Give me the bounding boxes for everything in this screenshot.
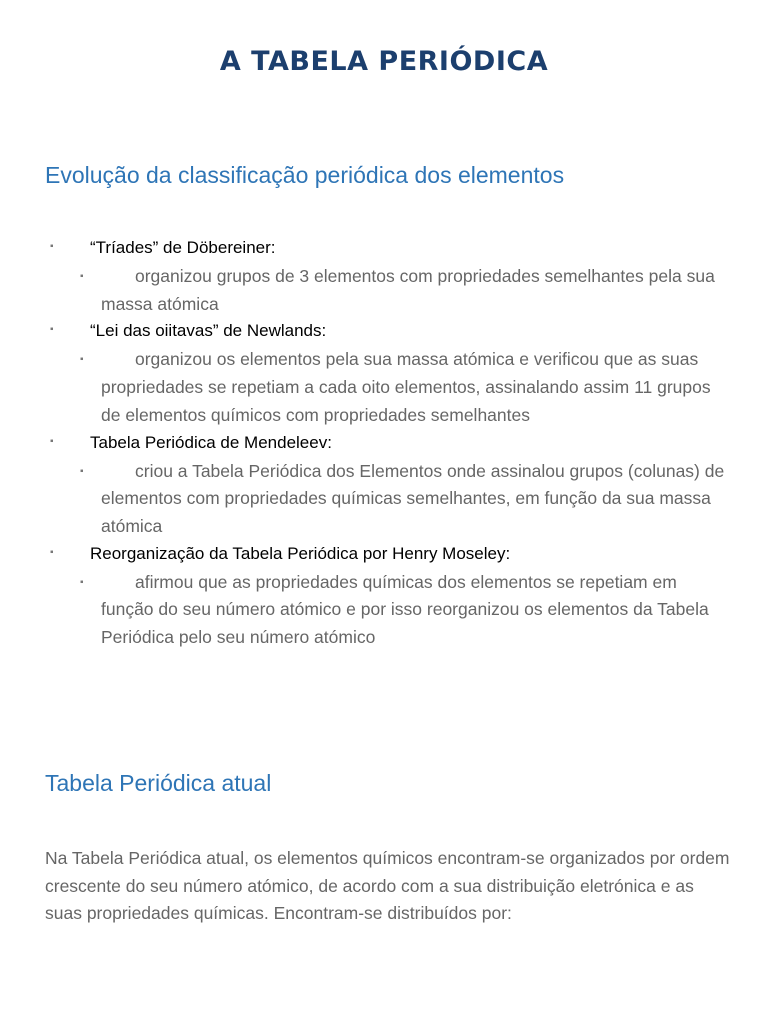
sub-bullet-icon: ▪: [80, 354, 84, 366]
evolution-list: [0, 235, 768, 652]
sub-bullet-icon: ▪: [80, 271, 84, 282]
bullet-icon: ▪: [50, 324, 54, 336]
item-description: criou a Tabela Periódica dos Elementos onde assinalou grupos (colunas) de elementos com propriedades químicas semelhantes, em função da sua massa atómica: [101, 460, 725, 536]
item-title: Tabela Periódica de Mendeleev:: [90, 432, 332, 452]
bullet-icon: ▪: [50, 435, 54, 447]
list-item: [0, 318, 768, 429]
document-title: A TABELA PERIÓDICA: [219, 46, 549, 77]
item-title: “Tríades” de Döbereiner:: [90, 238, 276, 257]
bullet-icon: ▪: [50, 546, 54, 558]
sub-item: [0, 569, 733, 652]
sub-item: [0, 458, 733, 541]
list-item: [0, 541, 768, 652]
item-description: afirmou que as propriedades químicas dos elementos se repetiam em função do seu número atómico e por isso reorganizou os elementos da Tabela Periódica pelo seu número atómico: [101, 571, 709, 648]
sub-bullet-icon: ▪: [80, 465, 84, 477]
item-description: organizou grupos de 3 elementos com propriedades semelhantes pela sua massa atómica: [101, 266, 715, 314]
section-heading-evolucao: Evolução da classificação periódica dos elementos: [45, 162, 565, 188]
item-description: organizou os elementos pela sua massa atómica e verificou que as suas propriedades se repetiam a cada oito elementos, assinalando assim 11 grupos de elementos químicos com propriedades semelhantes: [101, 349, 711, 425]
sub-item: [0, 263, 733, 318]
sub-bullet-icon: ▪: [80, 576, 84, 588]
bullet-icon: ▪: [50, 241, 54, 252]
list-item: [0, 235, 768, 318]
list-item: [0, 430, 768, 541]
section-heading-atual: Tabela Periódica atual: [45, 770, 272, 796]
item-title: “Lei das oiitavas” de Newlands:: [90, 321, 327, 341]
item-title: Reorganização da Tabela Periódica por Henry Moseley:: [90, 543, 511, 563]
sub-item: [0, 346, 733, 429]
intro-paragraph: Na Tabela Periódica atual, os elementos químicos encontram-se organizados por ordem crescente do seu número atómico, de acordo com a sua distribuição eletrónica e as suas propriedades químicas. Encontram-se distribuídos por:: [45, 848, 730, 924]
